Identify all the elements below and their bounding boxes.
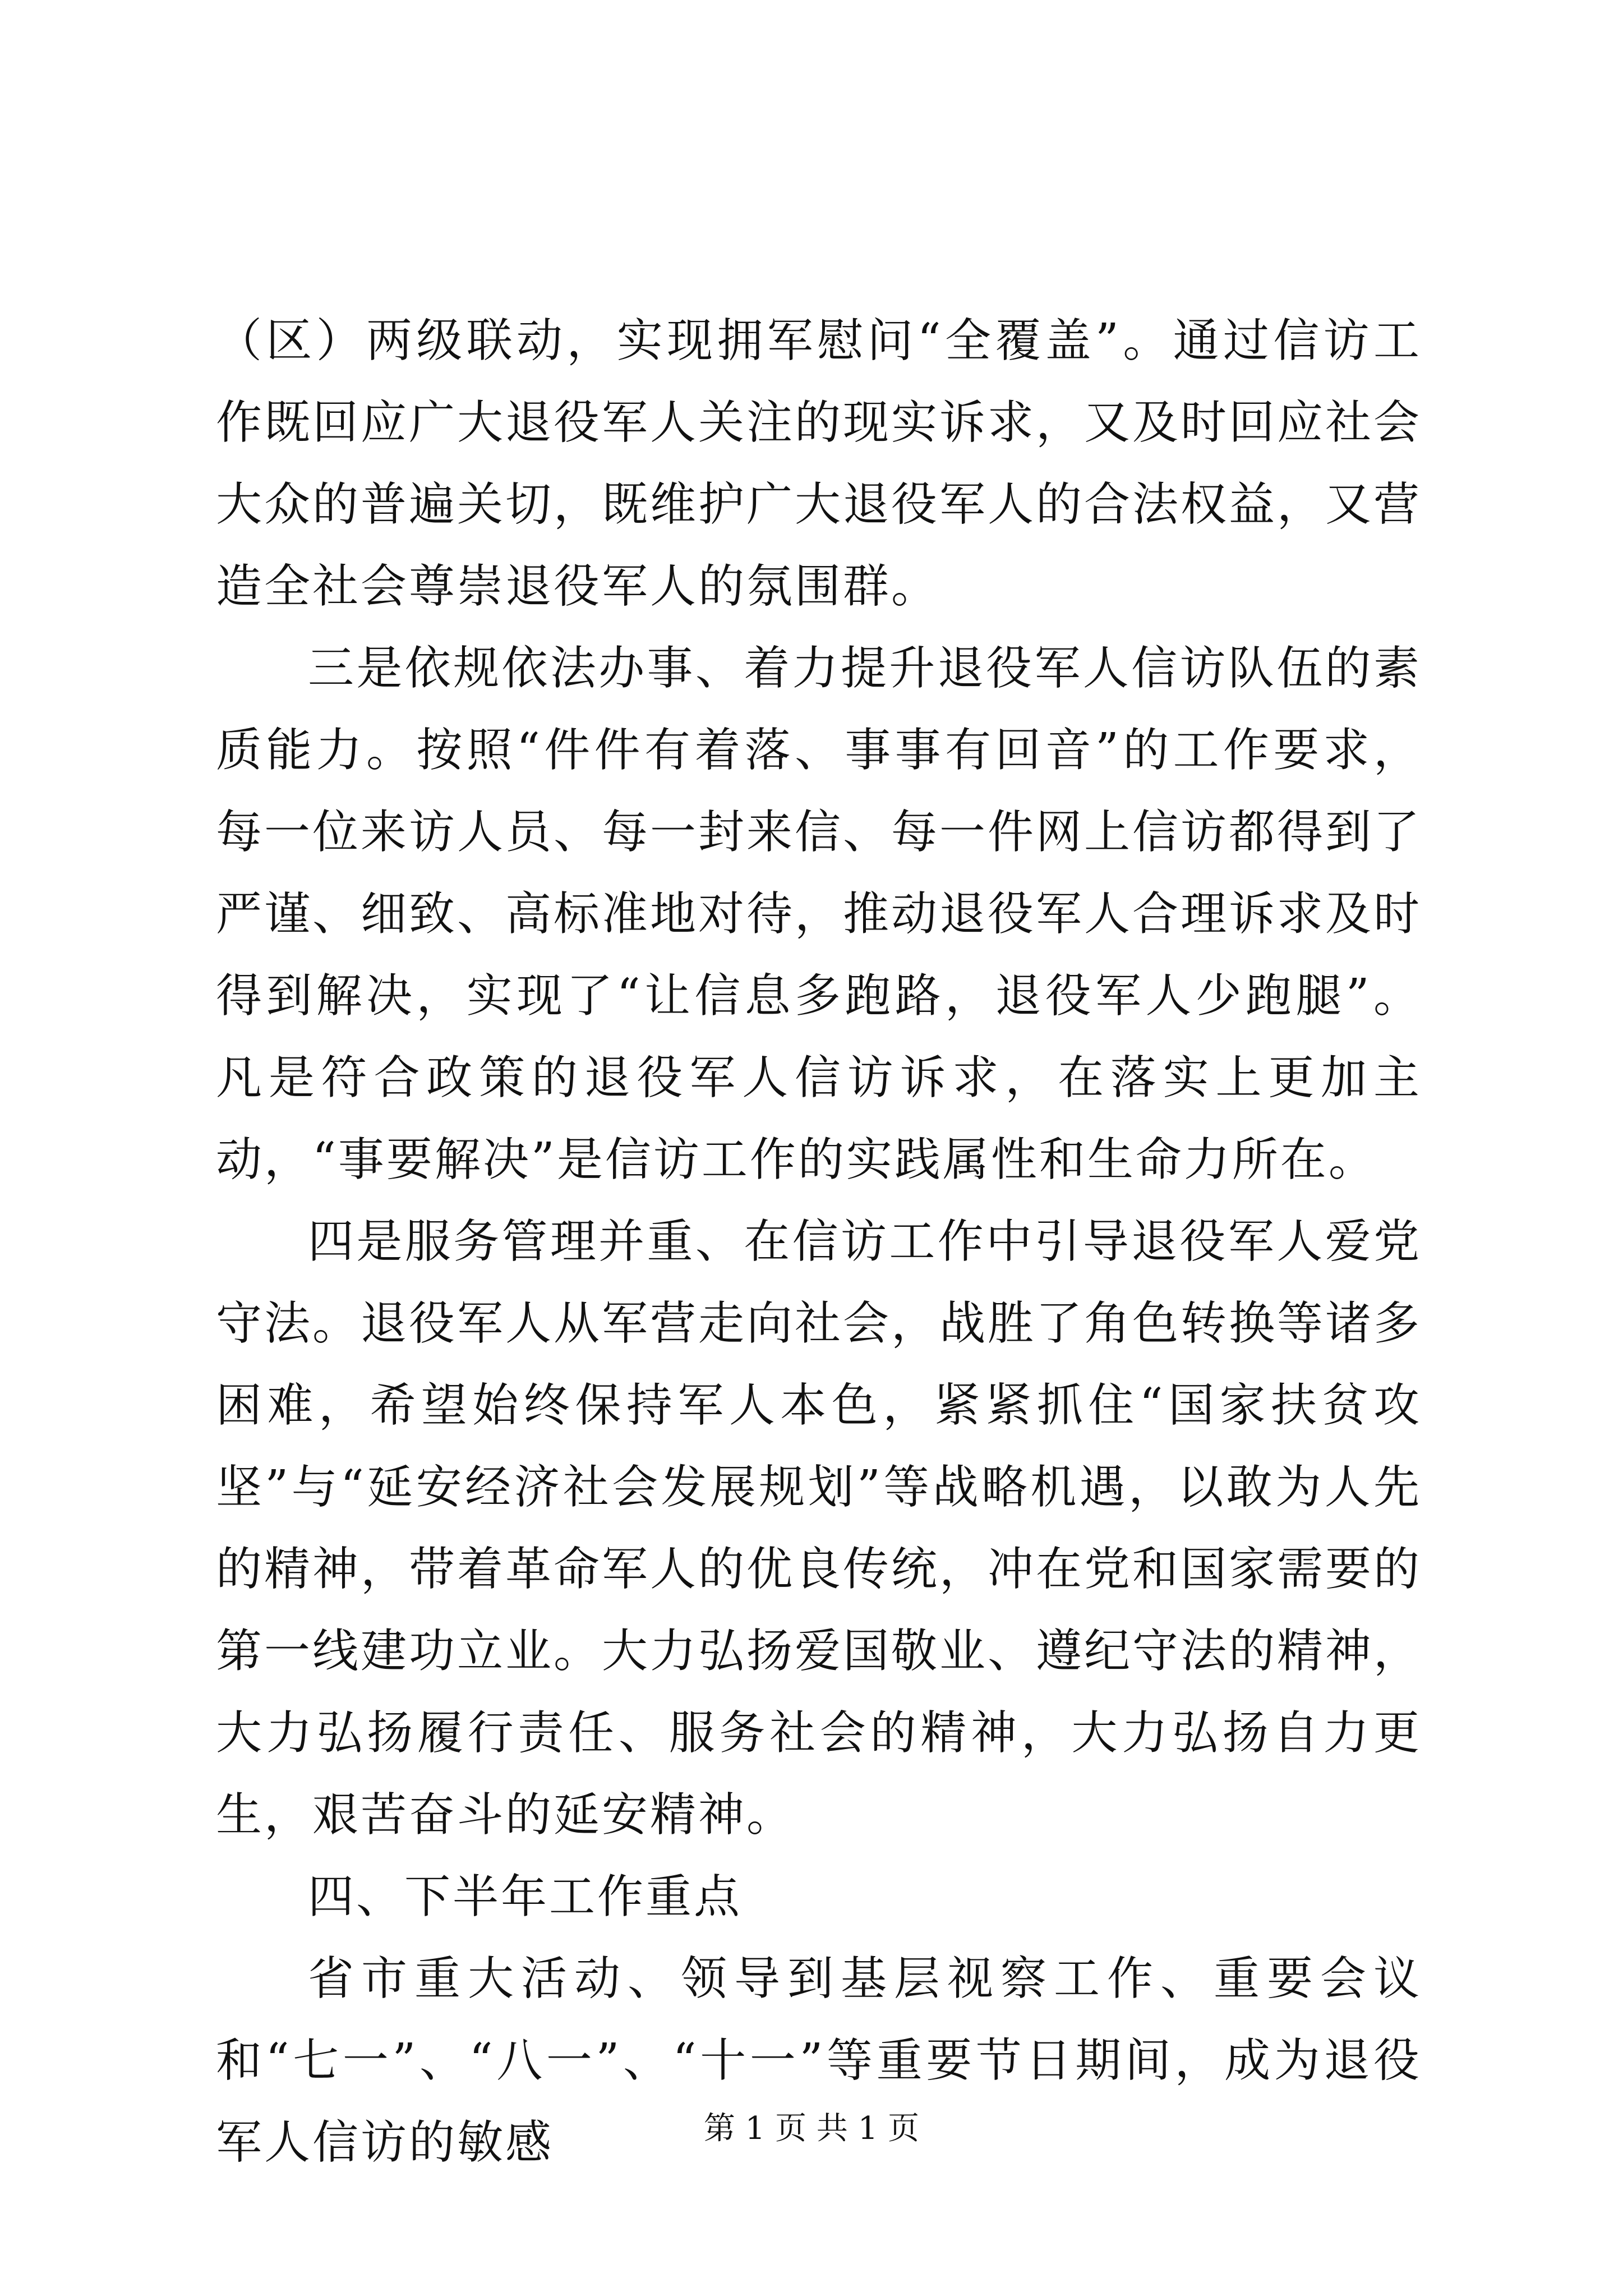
paragraph-point-three: 三是依规依法办事、着力提升退役军人信访队伍的素质能力。按照“件件有着落、事事有回音”的工作要求，每一位来访人员、每一封来信、每一件网上信访都得到了严谨、细致、高标准地对待，推动退役军人合理诉求及时得到解决，实现了“让信息多跑路，退役军人少跑腿”。凡是符合政策的退役军人信访诉求，在落实上更加主动，“事要解决”是信访工作的实践属性和生命力所在。: [216, 642, 1422, 1186]
paragraph-work-focus: 省市重大活动、领导到基层视察工作、重要会议和“七一”、“八一”、“十一”等重要节日期间，成为退役军人信访的敏感: [216, 1952, 1422, 2169]
document-body: [216, 300, 1422, 2184]
paragraph-continuation: （区）两级联动，实现拥军慰问“全覆盖”。通过信访工作既回应广大退役军人关注的现实诉求，又及时回应社会大众的普遍关切，既维护广大退役军人的合法权益，又营造全社会尊崇退役军人的氛围群。: [216, 314, 1422, 613]
paragraph-point-four: 四是服务管理并重、在信访工作中引导退役军人爱党守法。退役军人从军营走向社会，战胜了角色转换等诸多困难，希望始终保持军人本色，紧紧抓住“国家扶贫攻坚”与“延安经济社会发展规划”等战略机遇，以敢为人先的精神，带着革命军人的优良传统，冲在党和国家需要的第一线建功立业。大力弘扬爱国敬业、遵纪守法的精神，大力弘扬履行责任、服务社会的精神，大力弘扬自力更生，艰苦奋斗的延安精神。: [216, 1215, 1422, 1842]
section-heading: 四、下半年工作重点: [308, 1870, 743, 1924]
page-footer: 第 1 页 共 1 页: [703, 2110, 920, 2147]
